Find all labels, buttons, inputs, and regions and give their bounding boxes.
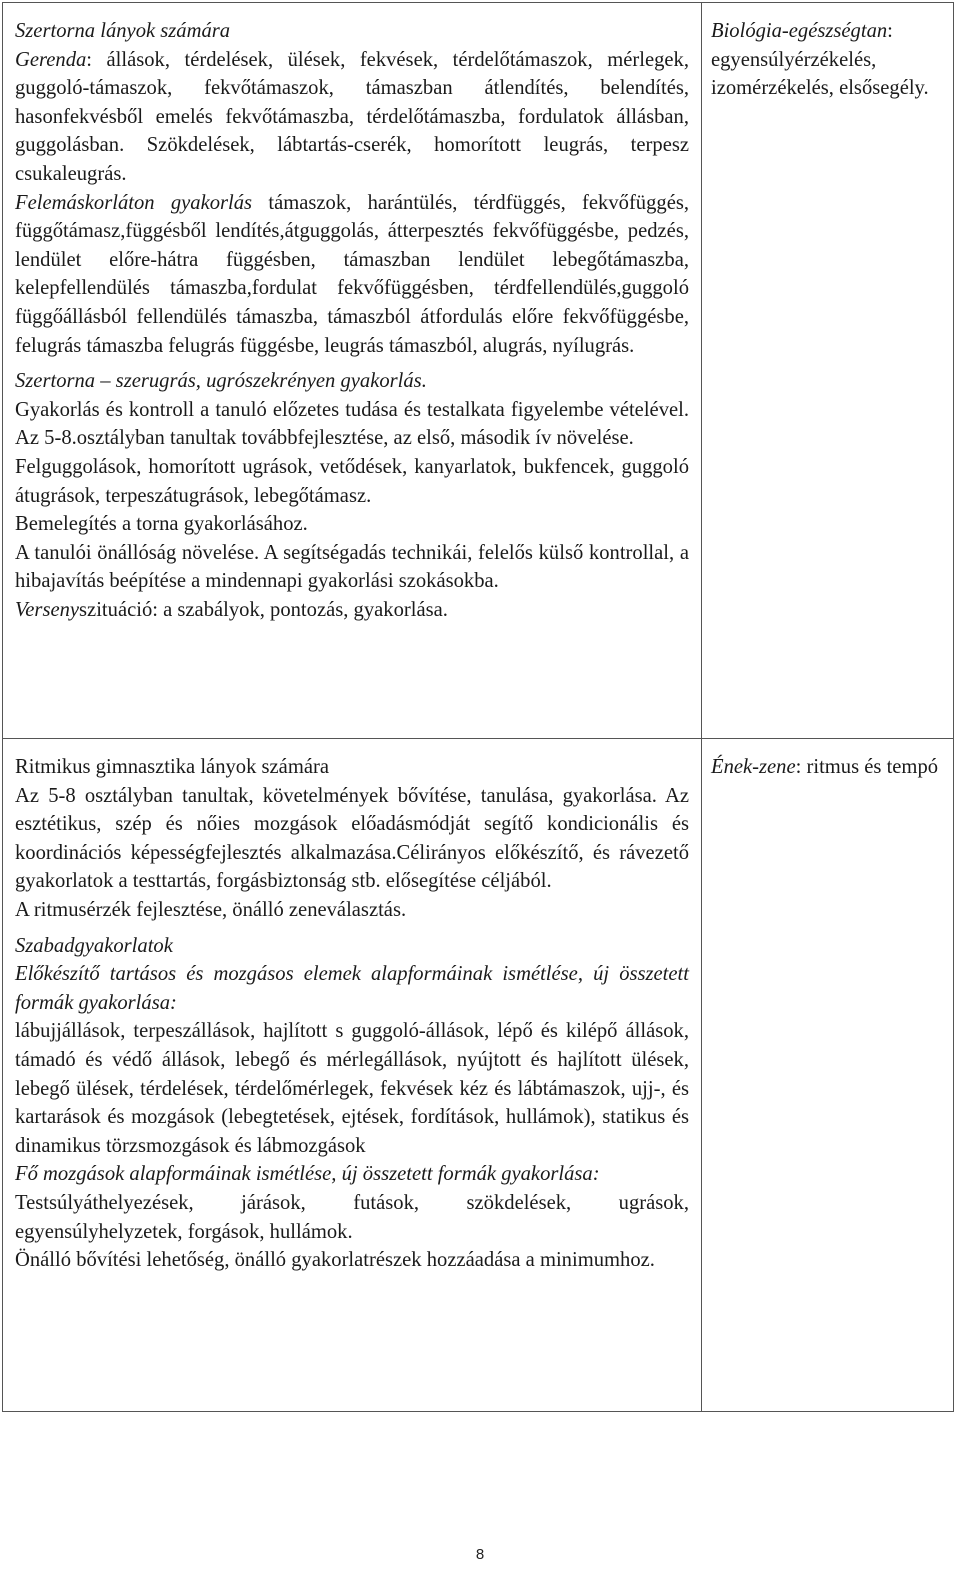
subject-text: egyensúlyérzékelés, izomérzékelés, elsősegély. (711, 48, 929, 100)
paragraph (15, 46, 689, 189)
links-cell (702, 3, 954, 739)
subsection-title: Előkészítő tartásos és mozgásos elemek alapformáinak ismétlése, új összetett formák gyakorlása: (15, 963, 689, 1014)
section-title: Szertorna lányok számára (15, 20, 231, 42)
subject-label: Biológia-egészségtan (711, 20, 888, 42)
page-number: 8 (475, 1546, 485, 1563)
cross-reference (711, 753, 943, 782)
paragraph-text: : állások, térdelések, ülések, fekvések, térdelőtámaszok, mérlegek, guggoló-támaszok, fekvőtámaszok, támaszban átlendítés, belendítés, hasonfekvésből emelés fekvőtámaszba, térdelőtámaszba, fordulatok állásban, guggolásban. Szökdelések, lábtartás-cserék, homorított leugrás, terpesz csukaleugrás. (15, 48, 689, 185)
section-title: Szertorna – szerugrás, ugrószekrényen gyakorlás. (15, 370, 427, 393)
section-title: Ritmikus gimnasztika lányok számára (15, 756, 329, 778)
subject-colon: : (887, 20, 893, 42)
paragraph: Gyakorlás és kontroll a tanuló előzetes tudása és testalkata figyelembe vételével. Az 5-8.osztályban tanultak továbbfejlesztése, az első, második ív növelése. (15, 398, 689, 450)
table-row (3, 3, 954, 739)
paragraph: Önálló bővítési lehetőség, önálló gyakorlatrészek hozzáadása a minimumhoz. (15, 1249, 655, 1272)
paragraph: Bemelegítés a torna gyakorlásához. (15, 513, 308, 536)
paragraph (15, 596, 689, 625)
paragraph: Testsúlyáthelyezések, járások, futások, szökdelések, ugrások, egyensúlyhelyzetek, forgások, hullámok. (15, 1191, 689, 1243)
curriculum-table (2, 2, 954, 1412)
section-label: Gerenda (15, 48, 87, 71)
paragraph: A tanulói önállóság növelése. A segítségadás technikái, felelős külső kontrollal, a hibajavítás beépítése a mindennapi gyakorlási szokásokba. (15, 541, 689, 593)
paragraph: Felguggolások, homorított ugrások, vetődések, kanyarlatok, bukfencek, guggoló átugrások, terpeszátugrások, lebegőtámasz. (15, 455, 689, 507)
content-cell (3, 739, 702, 1412)
subject-label: Ének-zene (711, 756, 796, 778)
section-label: Felemáskorláton gyakorlás (15, 191, 253, 214)
paragraph: Az 5-8 osztályban tanultak, követelmények bővítése, tanulása, gyakorlása. Az esztétikus, szép és nőies mozgások előadásmódját segítő kondicionális és koordinációs képességfejlesztés alkalmazása.Célirányos előkészítő, és rávezető gyakorlatok a testtartás, forgásbiztonság stb. elősegítése céljából. (15, 784, 689, 893)
section-title: Szabadgyakorlatok (15, 934, 173, 957)
section-label: Verseny (15, 598, 80, 621)
table-row (3, 739, 954, 1412)
subject-colon: : (795, 756, 802, 778)
paragraph: lábujjállások, terpeszállások, hajlított s guggoló-állások, lépő és kilépő állások, támadó és védő állások, lebegő és mérlegállások, nyújtott és hajlított ülések, lebegő ülések, térdelések, térdelőmérlegek, fekvések kéz és lábtámaszok, ujj-, és kartarások és mozgások (lebegtetések, ejtések, fordítások, hullámok), statikus és dinamikus törzsmozgások és lábmozgások (15, 1020, 689, 1157)
content-cell (3, 3, 702, 739)
subject-text: ritmus és tempó (801, 756, 939, 778)
paragraph-text: szituáció: a szabályok, pontozás, gyakorlása. (79, 598, 448, 621)
paragraph (15, 189, 689, 361)
cross-reference (711, 17, 943, 103)
paragraph-text: támaszok, harántülés, térdfüggés, fekvőfüggés, függőtámasz,függésből lendítés,átguggolás, átterpesztés fekvőfüggésbe, pedzés, lendület előre-hátra függésben, támaszban lendület lebegőtámaszba, kelepfellendülés támaszba,fordulat fekvőfüggésben, térdfellendülés,guggoló függőállásból fellendülés támaszba, támaszból átfordulás előre fekvőfüggésbe, felugrás támaszba felugrás függésbe, leugrás támaszból, alugrás, nyílugrás. (15, 191, 689, 357)
subsection-title: Fő mozgások alapformáinak ismétlése, új összetett formák gyakorlása: (15, 1163, 600, 1186)
links-cell (702, 739, 954, 1412)
paragraph: A ritmusérzék fejlesztése, önálló zeneválasztás. (15, 898, 407, 921)
